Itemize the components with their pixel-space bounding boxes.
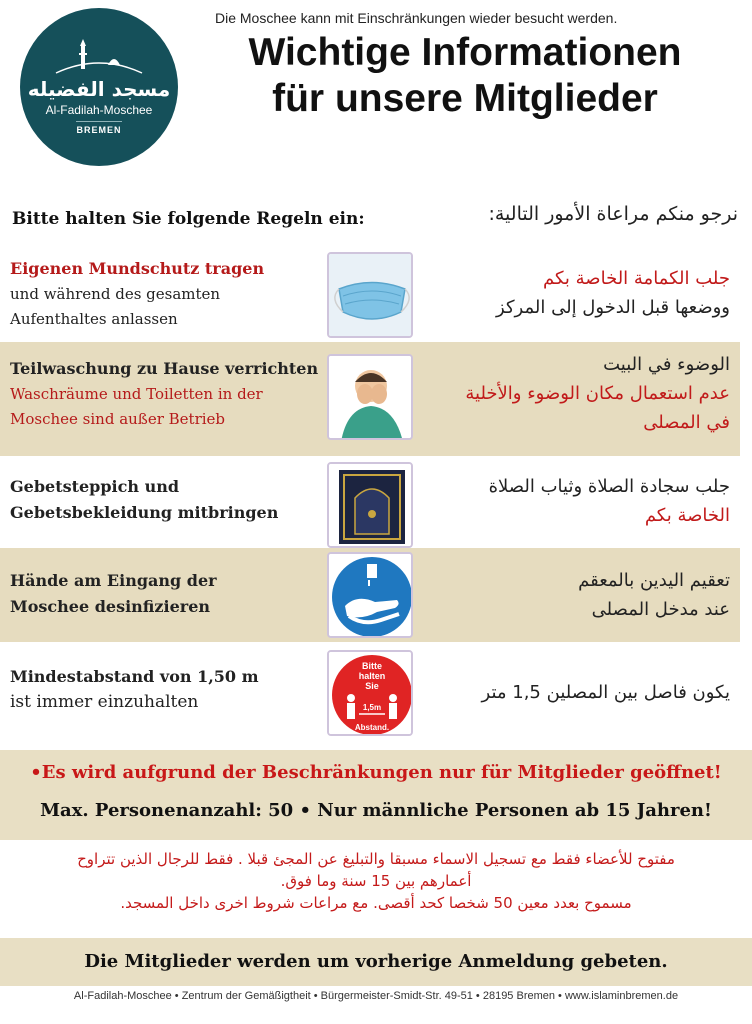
arabic-notice xyxy=(10,848,742,914)
rule-arabic-text xyxy=(430,566,730,624)
rule-heading: Eigenen Mundschutz tragen xyxy=(10,259,265,278)
rule-heading: Gebetsbekleidung mitbringen xyxy=(10,503,279,522)
rule-arabic-text xyxy=(430,472,730,530)
face-mask-icon xyxy=(327,252,413,338)
arabic-notice-line: أعمارهم بين 15 سنة وما فوق. xyxy=(280,872,472,890)
rule-arabic-text xyxy=(430,350,730,437)
rule-heading: Hände am Eingang der xyxy=(10,571,217,590)
prayer-rug-icon xyxy=(327,462,413,548)
rule-detail: Moschee sind außer Betrieb xyxy=(10,410,226,428)
rule-arabic-line: عدم استعمال مكان الوضوء والأخلية xyxy=(465,383,730,404)
rule-detail: Aufenthaltes anlassen xyxy=(10,310,178,328)
arabic-notice-line: مفتوح للأعضاء فقط مع تسجيل الاسماء مسبقا والتبليغ عن المجئ قبلا . فقط للرجال الذين تتراوح xyxy=(77,850,675,868)
address-line: Al-Fadilah-Moschee • Zentrum der Gemäßigtheit • Bürgermeister-Smidt-Str. 49-51 • 28195 Bremen • www.islaminbremen.de xyxy=(73,990,679,1002)
max-persons-notice: Max. Personenanzahl: 50 • Nur männliche Personen ab 15 Jahren! xyxy=(40,800,712,821)
rule-heading: Teilwaschung zu Hause verrichten xyxy=(10,359,319,378)
rule-detail: ist immer einzuhalten xyxy=(10,692,199,712)
rule-heading: Gebetsteppich und xyxy=(10,477,180,496)
rule-arabic-line: يكون فاصل بين المصلين 1,5 متر xyxy=(481,682,730,703)
rule-detail: Waschräume und Toiletten in der xyxy=(10,385,263,403)
rule-arabic-line: الوضوء في البيت xyxy=(603,354,730,375)
rule-german-text xyxy=(10,568,320,620)
rule-arabic-line: الخاصة بكم xyxy=(644,505,730,526)
rule-arabic-line: جلب سجادة الصلاة وثياب الصلاة xyxy=(488,476,730,497)
rule-arabic-line: تعقيم اليدين بالمعقم xyxy=(578,570,730,591)
rule-row-disinfect xyxy=(0,548,740,642)
minaret-icon xyxy=(54,39,144,75)
hand-disinfect-icon xyxy=(327,552,413,638)
rule-arabic-text xyxy=(430,264,730,322)
rule-detail: und während des gesamten xyxy=(10,285,221,303)
title-line-1: Wichtige Informationen xyxy=(248,31,682,74)
rule-row-prayer-rug xyxy=(0,456,740,552)
sign-text: halten xyxy=(358,671,386,681)
rule-row-distance xyxy=(0,642,740,742)
logo-name: Al-Fadilah-Moschee xyxy=(45,103,153,117)
rule-heading: Mindestabstand von 1,50 m xyxy=(10,667,259,686)
sign-text: Abstand. xyxy=(354,723,390,732)
intro-german: Bitte halten Sie folgende Regeln ein: xyxy=(12,209,365,229)
mosque-logo xyxy=(20,8,178,166)
rule-row-ablution xyxy=(0,342,740,456)
rule-arabic-text xyxy=(430,678,730,707)
intro-arabic: نرجو منكم مراعاة الأمور التالية: xyxy=(488,203,738,225)
title-line-2: für unsere Mitglieder xyxy=(272,77,658,120)
rule-arabic-line: جلب الكمامة الخاصة بكم xyxy=(543,268,730,289)
rule-german-text xyxy=(10,664,320,715)
page-title xyxy=(190,30,740,122)
sign-text: Bitte xyxy=(362,661,382,671)
members-only-notice: •Es wird aufgrund der Beschränkungen nur für Mitglieder geöffnet! xyxy=(30,762,722,783)
distance-sign-icon xyxy=(327,650,413,736)
rule-arabic-line: ووضعها قبل الدخول إلى المركز xyxy=(496,297,730,318)
rule-german-text xyxy=(10,474,320,526)
ablution-icon xyxy=(327,354,413,440)
rule-arabic-line: عند مدخل المصلى xyxy=(591,599,730,620)
arabic-notice-line: مسموح بعدد معين 50 شخصا كحد أقصى. مع مراعات شروط اخرى داخل المسجد. xyxy=(120,894,632,912)
rule-arabic-line: في المصلى xyxy=(643,412,730,433)
sign-distance: 1,5m xyxy=(362,703,382,712)
registration-message: Die Mitglieder werden um vorherige Anmeldung gebeten. xyxy=(84,951,668,972)
logo-arabic-name: مسجد الفضيله xyxy=(27,77,171,101)
registration-banner xyxy=(0,938,752,986)
rule-german-text xyxy=(10,256,320,332)
rule-heading: Moschee desinfizieren xyxy=(10,597,210,616)
page-subtitle: Die Moschee kann mit Einschränkungen wieder besucht werden. xyxy=(215,10,618,26)
logo-city: BREMEN xyxy=(76,121,121,135)
sign-text: Sie xyxy=(365,681,379,691)
info-band xyxy=(0,750,752,840)
rule-german-text xyxy=(10,356,320,432)
rule-row-mask xyxy=(0,246,740,342)
